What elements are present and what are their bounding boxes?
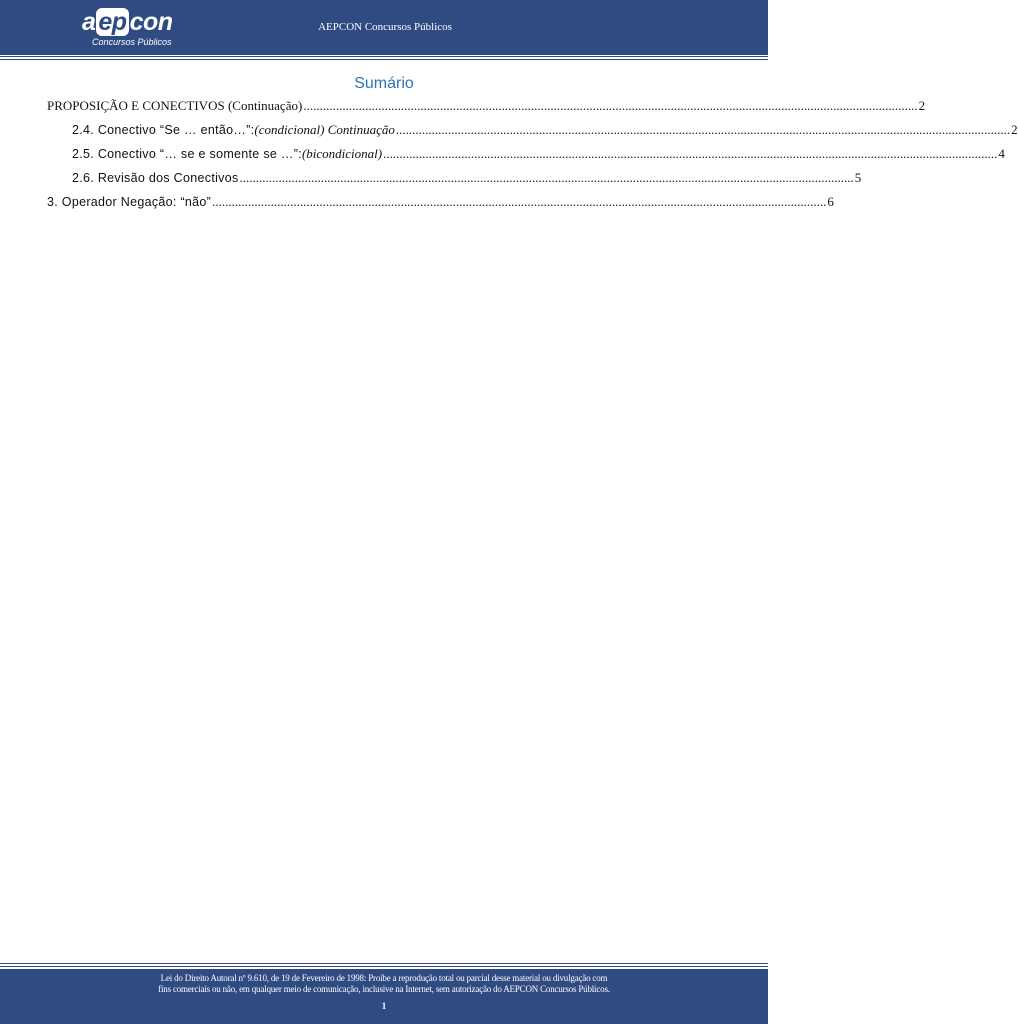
header-divider (0, 56, 768, 62)
toc-entry-page: 2 (918, 98, 926, 113)
toc-leader-dots: ............................................................................................................................................................................................. (303, 98, 918, 113)
copyright-line-2: fins comerciais ou não, em qualquer meio de comunicação, inclusive na Internet, sem autorização do AEPCON Concursos Públicos. (158, 984, 610, 994)
logo-letter-a: a (82, 8, 96, 36)
toc-entry-label-italic: (condicional) Continuação (254, 122, 395, 137)
header-title: AEPCON Concursos Públicos (318, 21, 452, 33)
page-header (0, 0, 768, 55)
toc-entry[interactable] (72, 121, 1018, 139)
copyright-notice (0, 973, 768, 995)
toc-entry-page: 4 (998, 146, 1005, 161)
toc-entry-label-italic: (bicondicional) (301, 146, 383, 161)
toc-entry[interactable] (47, 97, 926, 115)
toc-entry[interactable] (72, 145, 1005, 163)
logo-letters-ep: ep (98, 8, 127, 36)
toc-leader-dots: ............................................................................................................................................................................................. (239, 170, 854, 185)
toc-entry[interactable] (72, 169, 862, 187)
toc-entry[interactable] (47, 193, 834, 211)
toc-entry-label: 2.6. Revisão dos Conectivos (72, 171, 239, 185)
toc-entry-page: 2 (1011, 122, 1018, 137)
toc-entry-label: 2.4. Conectivo “Se … então…”: (72, 123, 255, 137)
toc-entry-page: 5 (854, 170, 862, 185)
toc-heading: Sumário (354, 75, 414, 92)
toc-entry-page: 6 (827, 194, 834, 209)
logo-wordmark (82, 8, 173, 36)
logo-letters-con: con (129, 8, 173, 36)
page-footer (0, 969, 768, 1024)
logo-subtitle: Concursos Públicos (92, 37, 172, 47)
toc-entry-label: 3. Operador Negação: “não” (47, 195, 212, 209)
toc-entry-label: 2.5. Conectivo “… se e somente se …”: (72, 147, 302, 161)
copyright-line-1: Lei do Direito Autoral nº 9.610, de 19 de Fevereiro de 1998: Proíbe a reprodução total ou parcial desse material ou divulgação com (160, 973, 608, 983)
aepcon-logo (82, 8, 182, 48)
toc-entry-label: PROPOSIÇÃO E CONECTIVOS (Continuação) (47, 98, 303, 113)
toc-leader-dots: ............................................................................................................................................................................................. (212, 194, 827, 209)
page-number: 1 (381, 1001, 387, 1011)
toc-leader-dots: ............................................................................................................................................................................................. (383, 146, 998, 161)
toc-leader-dots: ............................................................................................................................................................................................. (395, 122, 1011, 137)
